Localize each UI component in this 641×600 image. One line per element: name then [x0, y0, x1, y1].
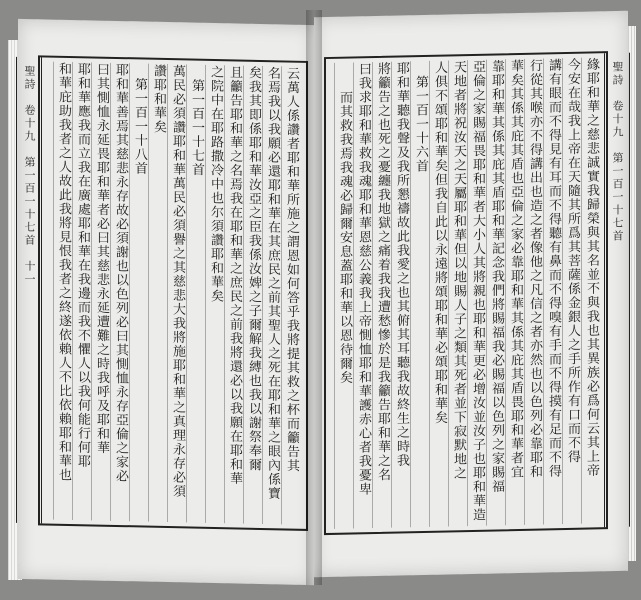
text-column: 萬民必須讚耶和華萬民必須譽之其慈悲大我將施耶和華之真理永存必須 — [167, 64, 186, 522]
text-column: 耶和華聽我聲及我所懇禱故此我愛之也其俯其耳聽我故終生之時我 — [391, 61, 410, 527]
text-column: 天地者將祝汝天之天屬耶和華但以地賜人子之類其死者並下寂默地之 — [448, 60, 467, 526]
text-column: 和華庇助我者之人故此我將見恨我者之終遂依賴人不比依賴耶和華也 — [53, 62, 72, 520]
section-heading: 第一百一十六首 — [410, 61, 429, 527]
left-page — [18, 19, 314, 585]
text-column: 云萬人係讚者耶和華所施之謂恩如何答乎我將提其救之杯而籲告其 — [281, 66, 300, 524]
text-column: 講有眼而不得見有耳而不得聽有鼻而不得嗅有手而不得摸有足而不得 — [543, 58, 562, 524]
text-column: 而其救我焉我魂必歸爾安息蓋耶和華以恩待爾矣 — [334, 62, 353, 528]
text-column: 將籲告之也死之憂纏我地獄之痛着我我遭愁慘於是我籲告耶和華之名 — [372, 62, 391, 528]
text-column: 曰其惻恤永延畏耶和華者必曰其慈悲永延遭難之時我呼及耶和華 — [91, 62, 110, 520]
right-banxin — [604, 53, 630, 528]
text-column: 矣我其即係耶和華汝亞之臣我係汝婢之子爾解我縛也我以謝祭奉爾 — [243, 66, 262, 524]
text-column: 亞倫之家賜福畏耶和華者大小人其將親也耶和華更必增汝並汝子也耶和華造 — [467, 60, 486, 526]
text-column: 曰我求耶和華救我魂耶和華恩慈公義我上帝惻恤耶和華護赤心者我憂卑 — [353, 62, 372, 528]
left-banxin — [16, 57, 42, 524]
section-heading: 第一百一十七首 — [186, 64, 205, 522]
left-columns — [46, 61, 300, 524]
text-column: 耶和華善焉其慈悲永存故必須謝也以色列必曰其惻恤永存亞倫之家必 — [110, 63, 129, 521]
text-column: 靠耶和華其係其庇其盾耶和華記念我們將賜福我必賜福以色列之家賜福 — [486, 59, 505, 525]
text-column: 華矣其係其庇其盾也亞倫之家必靠耶和華其係其庇其盾畏耶和華者宜 — [505, 59, 524, 525]
right-text-frame — [324, 51, 624, 535]
text-column: 今安在哉我上帝在天隨其所爲其菩薩係金銀人之手所作有口而不得 — [562, 58, 581, 524]
text-column: 人俱不頌耶和華矣但我自此以永遠將頌耶和華必頌耶和華矣 — [429, 60, 448, 526]
text-column: 名焉我以我願必還耶和華在其庶民之前其聖人之死在耶和華之眼內係寶 — [262, 66, 281, 524]
text-column: 緣耶和華之慈悲誠實我歸榮與其名並不與我也其異族必爲何云其上帝 — [581, 57, 600, 523]
text-column: 耶和華應我而立我在廣處耶和華在我邊而我不懼人以我何能行何耶 — [72, 62, 91, 520]
left-banxin-text: 聖詩 卷十九 第一百一十七首 十一 — [23, 65, 36, 287]
book-gutter — [306, 10, 322, 585]
text-column: 讚耶和華矣 — [148, 64, 167, 522]
left-text-frame — [23, 55, 308, 531]
right-columns — [332, 57, 600, 529]
text-column: 之院中在耶路撒冷中也尔須讚耶和華矣 — [205, 65, 224, 523]
section-heading: 第一百一十八首 — [129, 63, 148, 521]
text-column: 且籲告耶和華之名焉我在耶和華之庶民之前我將還必以我願在耶和華 — [224, 65, 243, 523]
text-column: 行從其喉亦不得講出也造之者像他之凡信之者亦然也以色列必靠耶和 — [524, 58, 543, 524]
right-page — [314, 11, 628, 578]
right-banxin-text: 聖詩 卷十九 第一百一十七首 — [611, 60, 624, 244]
